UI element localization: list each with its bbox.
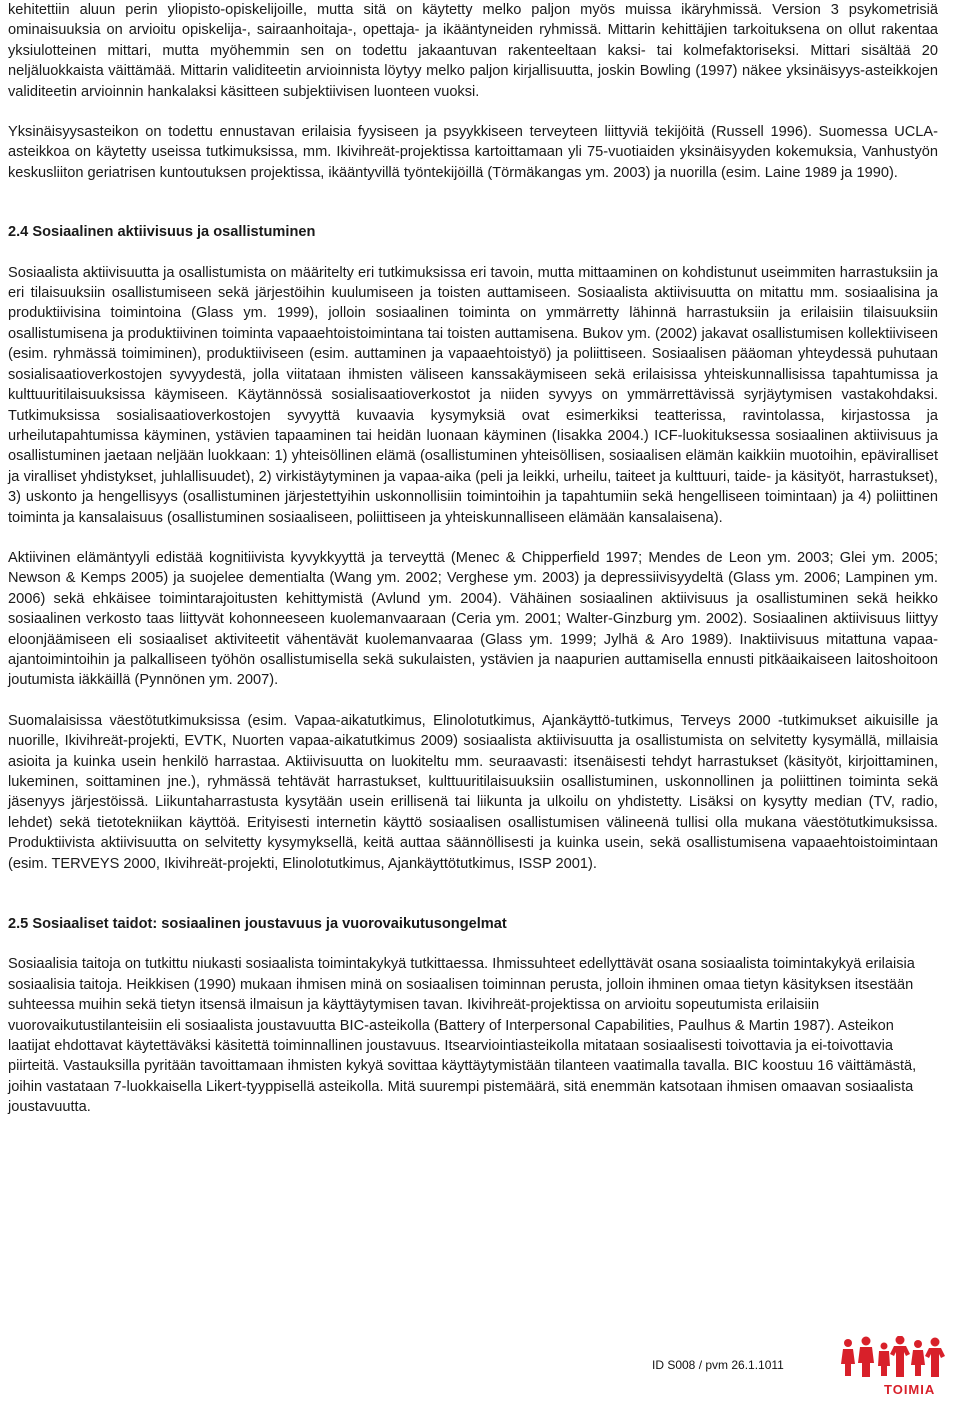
people-figures-icon — [840, 1336, 952, 1378]
paragraph-ucla-usage: Yksinäisyysasteikon on todettu ennustavan erilaisia fyysiseen ja psyykkiseen terveyteen liittyviä tekijöitä (Russell 1996). Suomessa UCLA-asteikkoa on käytetty useissa tutkimuksissa, mm. Ikivihreät-projektissa kartoittamaan yli 75-vuotiaiden yksinäisyyden kokemuksia, Vanhustyön keskusliiton geriatrisen kuntoutuksen projektissa, ikääntyvillä työntekijöillä (Törmäkangas ym. 2003) ja nuorilla (esim. Laine 1989 ja 1990). — [8, 124, 938, 181]
paragraph-active-lifestyle: Aktiivinen elämäntyyli edistää kognitiivista kyvykkyyttä ja terveyttä (Menec & Chipperfield 1997; Mendes de Leon ym. 2003; Glei ym. 2005; Newson & Kemps 2005) ja suojelee dementialta (Wang ym. 2002; Verghese ym. 2003) ja depressiivisyydeltä (Glass ym. 2006; Lampinen ym. 2006) sekä ehkäisee toimintarajoitusten kehittymistä (Avlund ym. 2004). Vähäinen sosiaalinen aktiivisuus ja osallistuminen sekä heikko sosiaalinen verkosto taas liittyvät kohonneeseen kuolemanvaaraan (Ceria ym. 2001; Walter-Ginzburg ym. 2002). Sosiaalinen aktiivisuus liittyy eloonjäämiseen eli sosiaaliset aktiviteetit vähentävät kuolemanvaaraa (Glass ym. 1999; Jylhä & Aro 1989). Inaktiivisuus mitattuna vapaa-ajantoimintoihin ja palkalliseen työhön osallistumisella sekä sukulaisten, ystävien ja naapurien auttamisella ennusti pitkäaikaiseen laitoshoitoon joutumista iäkkäillä (Pynnönen ym. 2007). — [8, 549, 938, 689]
paragraph-population-studies: Suomalaisissa väestötutkimuksissa (esim. Vapaa-aikatutkimus, Elinolotutkimus, Ajankäyttö-tutkimus, Terveys 2000 -tutkimukset aikuisille ja nuorille, Ikivihreät-projekti, EVTK, Nuorten vapaa-aikatutkimus 2009) sosiaalista aktiivisuutta ja osallistumista on selvitetty kysymällä, millaisia asioita ja kuinka usein henkilö harrastaa. Aktiivisuutta on luokiteltu mm. seuraavasti: itsenäisesti tehdyt harrastukset (käsityöt, kirjoittaminen, lukeminen, soittaminen jne.), ryhmässä tehtävät harrastukset, kulttuuritilaisuuksiin osallistuminen, uskonnollinen ja poliittinen toiminta sekä jäsenyys järjestöissä. Liikuntaharrastusta kysytään usein erillisenä tai liikunta ja ulkoilu on yhdistetty. Lisäksi on kysytty median (TV, radio, lehdet) sekä tietotekniikan käyttöä. Erityisesti internetin käyttö sosiaalisen osallistumisen välineenä tullisi olla mukana väestötutkimuksissa. Produktiivista aktiivisuutta on selvitetty kysymyksellä, keitä auttaa säännöllisesti ja kuinka usein, sekä osallistumisena vapaaehtoistoimintaan (esim. TERVEYS 2000, Ikivihreät-projekti, Elinolotutkimus, Ajankäyttötutkimus, ISSP 2001). — [8, 712, 938, 872]
document-body — [8, 0, 938, 1118]
logo-text: TOIMIA — [884, 1382, 936, 1397]
section-heading-2-5: 2.5 Sosiaaliset taidot: sosiaalinen joustavuus ja vuorovaikutusongelmat — [8, 916, 507, 933]
toimia-logo — [840, 1336, 952, 1402]
document-id-footer: ID S008 / pvm 26.1.1011 — [652, 1358, 784, 1372]
paragraph-ucla-intro: kehitettiin aluun perin yliopisto-opiskelijoille, mutta sitä on käytetty melko paljon myös muissa ikäryhmissä. Version 3 psykometrisiä ominaisuuksia on arvioitu opiskelija-, sairaanhoitaja-, opettaja- ja ikääntyneiden ryhmissä. Mittarin kehittäjien tarkoituksena on ollut rakentaa yksiulotteinen mittari, mutta myöhemmin sen on todettu jakaantuvan rakenteeltaan kaksi- tai kolmefaktoriseksi. Mittari sisältää 20 neljäluokkaista väittämää. Mittarin validiteetin arvioinnista löytyy melko paljon kirjallisuutta, joskin Bowling (1997) näkee yksinäisyys-asteikkojen validiteetin arvioinnin hankalaksi käsitteen subjektiivisen luonteen vuoksi. — [8, 2, 938, 100]
paragraph-social-activity-definition: Sosiaalista aktiivisuutta ja osallistumista on määritelty eri tutkimuksissa eri tavoin, mutta mittaaminen on kohdistunut useimmiten harrastuksiin ja eri tilaisuuksiin osallistumiseen sekä järjestöihin kuulumiseen ja toisten auttamiseen. Sosiaalista aktiivisuutta on mitattu mm. sosiaalisina ja produktiivisina toimintoina (Glass ym. 1999), jolloin sosiaalinen toiminta on ymmärretty lähinnä harrastuksiin ja erilaisiin tilaisuuksiin osallistumisena ja produktiivinen toiminta vapaaehtoistoimintana tai toisten auttamisena. Bukov ym. (2002) jakavat osallistumisen kollektiiviseen (esim. ryhmässä toimiminen), produktiiviseen (esim. auttaminen ja vapaaehtoistyö) ja poliittiseen. Sosiaalisen pääoman yhteydessä puhutaan sosialisaatioverkostojen syvyydestä, jolla viitataan ihmisten väliseen kanssakäymiseen sekä erilaisissa yhteiskunnallisissa tapahtumissa ja kulttuuritilaisuuksissa käymiseen. Käytännössä sosialisaatioverkostot ja niiden syvyys on ymmärrettävissä syrjäytymisen vastakohdaksi. Tutkimuksissa sosialisaatioverkostojen syvyyttä kuvaavia kysymyksiä ovat esimerkiksi teatterissa, ravintolassa, kirjastossa ja urheilutapahtumissa käyminen, ystävien tapaaminen tai heidän luonaan käyminen (Iisakka 2004.) ICF-luokituksessa sosiaalinen aktiivisuus ja osallistuminen jaetaan neljään luokkaan: 1) yhteisöllinen elämä (osallistuminen yhteisöllisen, sosiaalisen elämän kaikkiin muotoihin, epäviralliset ja viralliset yhdistykset, juhlallisuudet), 2) virkistäytyminen ja vapaa-aika (peli ja leikki, urheilu, taiteet ja kulttuuri, taide- ja käsityöt, harrastukset), 3) uskonto ja hengellisyys (osallistuminen järjestettyihin uskonnollisiin toimintoihin ja tapahtumiin sekä hengelliseen toimintaan) ja 4) poliittinen toiminta ja kansalaisuus (osallistuminen sosiaaliseen, poliittiseen ja yhteiskunnalliseen elämään kansalaisena). — [8, 264, 938, 526]
paragraph-social-skills: Sosiaalisia taitoja on tutkittu niukasti sosiaalista toimintakykyä tutkittaessa. Ihmissuhteet edellyttävät osana sosiaalista toimintakykyä erilaisia sosiaalisia taitoja. Heikkisen (1990) mukaan ihmisen minä on sosiaalisen toiminnan perusta, jolloin ihminen omaa tietyn käsityksen itsestään suhteessa muihin sekä tietyn itsensä ilmaisun ja käyttäytymisen tavan. Ikivihreät-projektissa on arvioitu sopeutumista erilaisiin vuorovaikutustilanteisiin eli sosiaalista joustavuutta BIC-asteikolla (Battery of Interpersonal Capabilities, Paulhus & Martin 1987). Asteikon laatijat ehdottavat käytettäväksi käsitettä toiminnallinen joustavuus. Itsearviointiasteikolla mitataan sosiaalisesti toivottavia ja ei-toivottavia piirteitä. Vastauksilla pyritään tavoittamaan ihmisten kykyä sovittaa käyttäytymistään tilanteen vaatimalla tavalla. BIC koostuu 16 väittämästä, joihin vastataan 7-luokkaisella Likert-tyyppisellä asteikolla. Mitä suurempi pistemäärä, sitä enemmän katsotaan ihmisen omaavan sosiaalista joustavuutta. — [8, 956, 917, 1116]
section-heading-2-4: 2.4 Sosiaalinen aktiivisuus ja osallistuminen — [8, 224, 316, 241]
